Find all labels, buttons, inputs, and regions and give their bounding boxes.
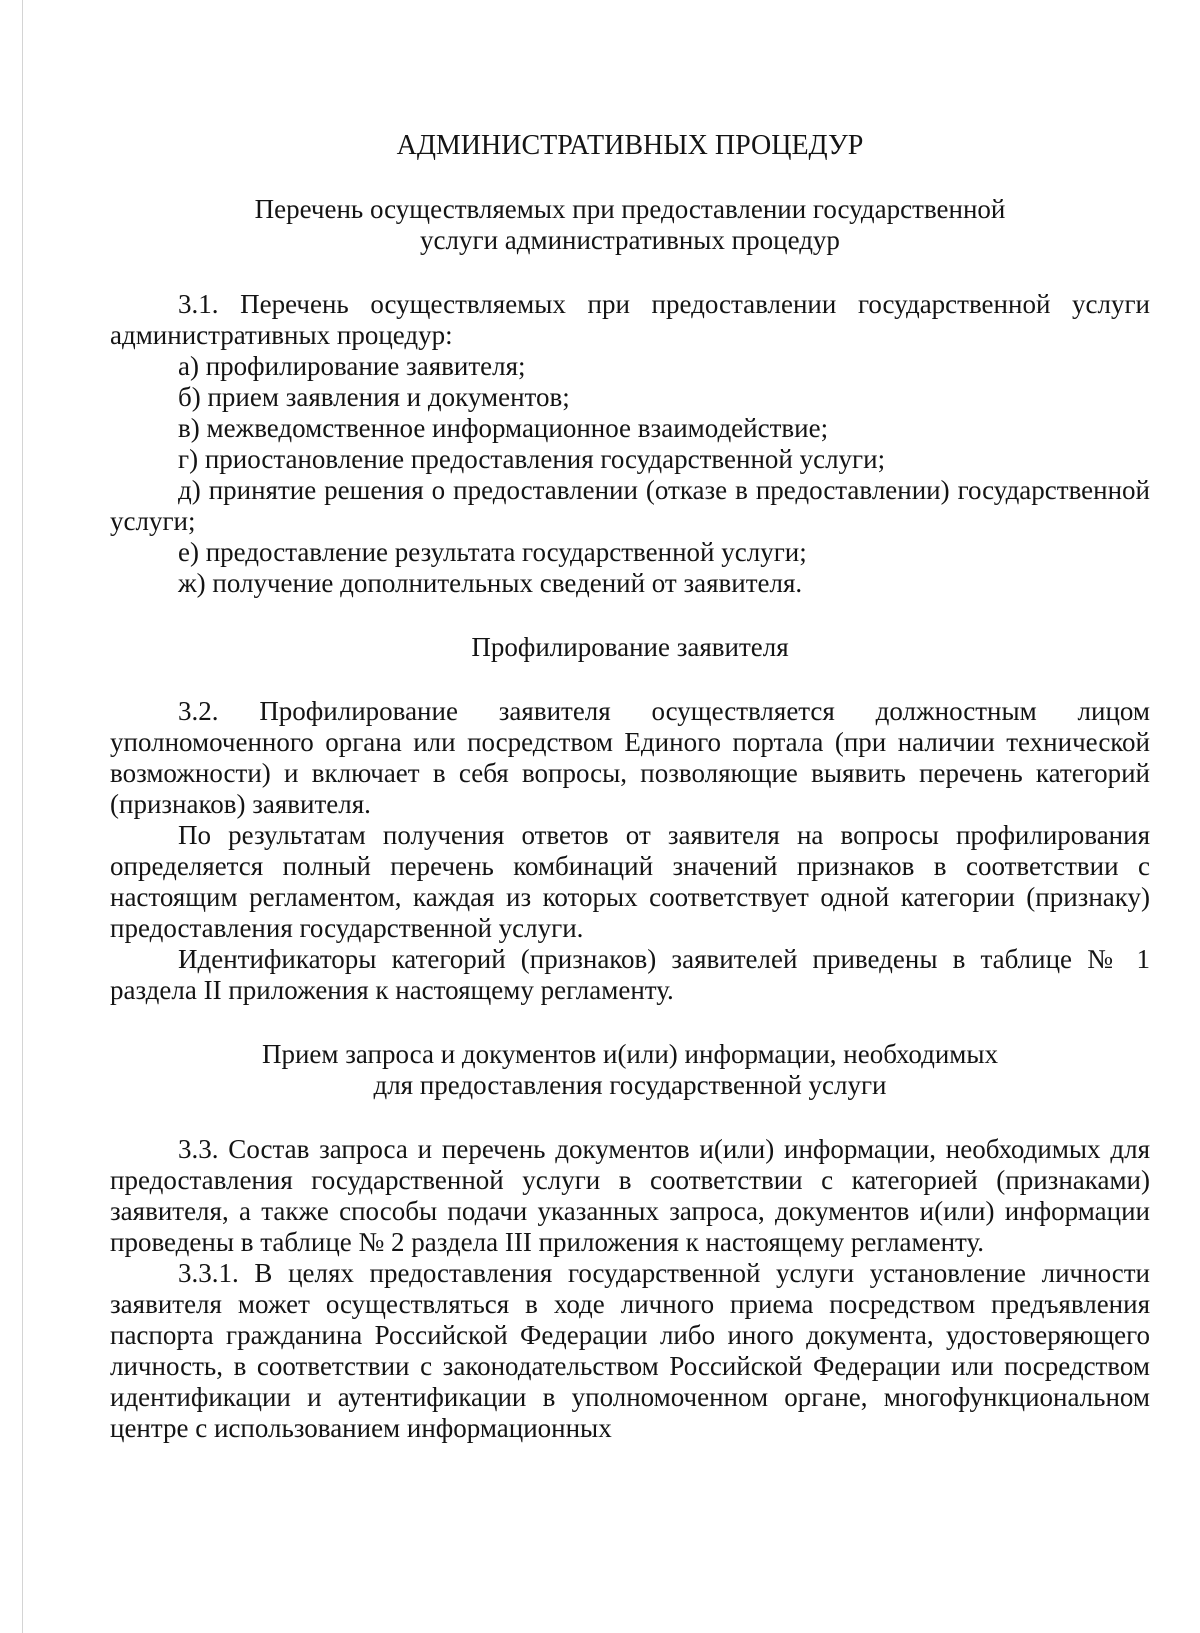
heading-line: для предоставления государственной услуги bbox=[373, 1070, 887, 1100]
heading-line: Прием запроса и документов и(или) информации, необходимых bbox=[261, 1039, 999, 1069]
list-item: б) прием заявления и документов; bbox=[178, 382, 570, 412]
section-heading-profiling: Профилирование заявителя bbox=[471, 632, 789, 662]
section-heading-procedures bbox=[110, 194, 1150, 256]
heading-line: услуги административных процедур bbox=[420, 225, 840, 255]
page-title: АДМИНИСТРАТИВНЫХ ПРОЦЕДУР bbox=[396, 130, 864, 161]
scan-edge-line bbox=[22, 0, 23, 1633]
paragraph-3-3: 3.3. Состав запроса и перечень документов и(или) информации, необходимых для предоставления государственной услуги в соответствии с категорией (признаками) заявителя, а также способы подачи указанных запроса, документов и(или) информации проведены в таблице № 2 раздела III приложения к настоящему регламенту. bbox=[110, 1134, 1150, 1257]
list-item: г) приостановление предоставления государственной услуги; bbox=[178, 444, 886, 474]
heading-line: Перечень осуществляемых при предоставлении государственной bbox=[254, 194, 1006, 224]
paragraph: Идентификаторы категорий (признаков) заявителей приведены в таблице № 1 раздела II приложения к настоящему регламенту. bbox=[110, 944, 1150, 1005]
list-item: ж) получение дополнительных сведений от заявителя. bbox=[178, 568, 803, 598]
paragraph-3-3-1: 3.3.1. В целях предоставления государственной услуги установление личности заявителя может осуществляться в ходе личного приема посредством предъявления паспорта гражданина Российской Федерации либо иного документа, удостоверяющего личность, в соответствии с законодательством Российской Федерации или посредством идентификации и аутентификации в уполномоченном органе, многофункциональном центре с использованием информационных bbox=[110, 1258, 1150, 1443]
list-item: д) принятие решения о предоставлении (отказе в предоставлении) государственной услуги; bbox=[110, 475, 1150, 536]
paragraph-3-1: 3.1. Перечень осуществляемых при предоставлении государственной услуги административных процедур: bbox=[110, 289, 1150, 350]
list-item: а) профилирование заявителя; bbox=[178, 351, 526, 381]
list-item: е) предоставление результата государственной услуги; bbox=[178, 537, 807, 567]
list-item: в) межведомственное информационное взаимодействие; bbox=[178, 413, 829, 443]
document-body bbox=[110, 130, 1150, 1444]
paragraph: По результатам получения ответов от заявителя на вопросы профилирования определяется полный перечень комбинаций значений признаков в соответствии с настоящим регламентом, каждая из которых соответствует одной категории (признаку) предоставления государственной услуги. bbox=[110, 820, 1150, 943]
paragraph-3-2: 3.2. Профилирование заявителя осуществляется должностным лицом уполномоченного органа или посредством Единого портала (при наличии технической возможности) и включает в себя вопросы, позволяющие выявить перечень категорий (признаков) заявителя. bbox=[110, 696, 1150, 819]
section-heading-request-reception bbox=[110, 1039, 1150, 1101]
